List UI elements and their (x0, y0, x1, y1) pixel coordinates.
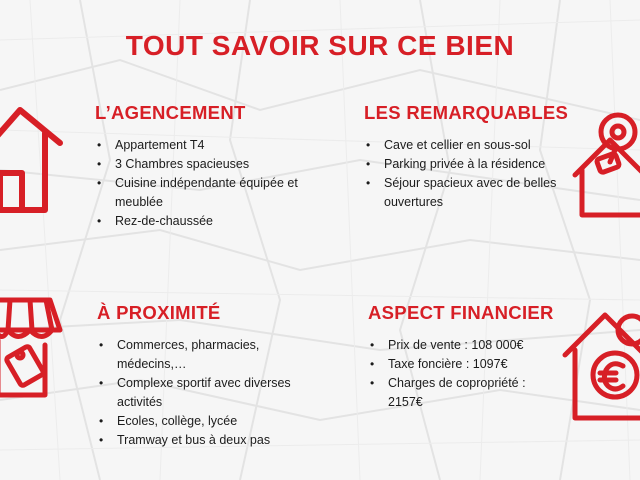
financier-list (368, 336, 568, 412)
list-item: • Appartement T4 (95, 136, 325, 155)
list-item: • Cave et cellier en sous-sol (364, 136, 579, 155)
section-proximite (97, 302, 337, 450)
house-key-tag-icon (570, 100, 640, 230)
house-icon (0, 95, 70, 225)
shop-tag-icon (0, 285, 70, 415)
section-financier (368, 302, 568, 412)
section-agencement (95, 102, 335, 231)
list-item: • Rez-de-chaussée (95, 212, 325, 231)
section-heading-remarquables: LES REMARQUABLES (364, 102, 569, 123)
list-item: • Complexe sportif avec diverses activités (97, 374, 327, 412)
list-item: • Parking privée à la résidence (364, 155, 579, 174)
section-remarquables (364, 102, 579, 212)
house-euro-icon (560, 300, 640, 430)
list-item: • Séjour spacieux avec de belles ouvertures (364, 174, 564, 212)
proximite-list (97, 336, 322, 450)
page-title: TOUT SAVOIR SUR CE BIEN (125, 30, 515, 61)
remarquables-list (364, 136, 579, 212)
list-item: • Prix de vente : 108 000€ (368, 336, 568, 355)
list-item: • Taxe foncière : 1097€ (368, 355, 568, 374)
list-item: • Cuisine indépendante équipée et meublée (95, 174, 315, 212)
section-heading-financier: ASPECT FINANCIER (368, 302, 554, 323)
list-item: • 3 Chambres spacieuses (95, 155, 325, 174)
agencement-list (95, 136, 325, 231)
list-item: • Ecoles, collège, lycée (97, 412, 322, 431)
list-item: • Tramway et bus à deux pas (97, 431, 322, 450)
section-heading-agencement: L’AGENCEMENT (95, 102, 246, 123)
list-item: • Commerces, pharmacies, médecins,… (97, 336, 287, 374)
list-item: • Charges de copropriété : 2157€ (368, 374, 558, 412)
section-heading-proximite: À PROXIMITÉ (97, 302, 221, 323)
